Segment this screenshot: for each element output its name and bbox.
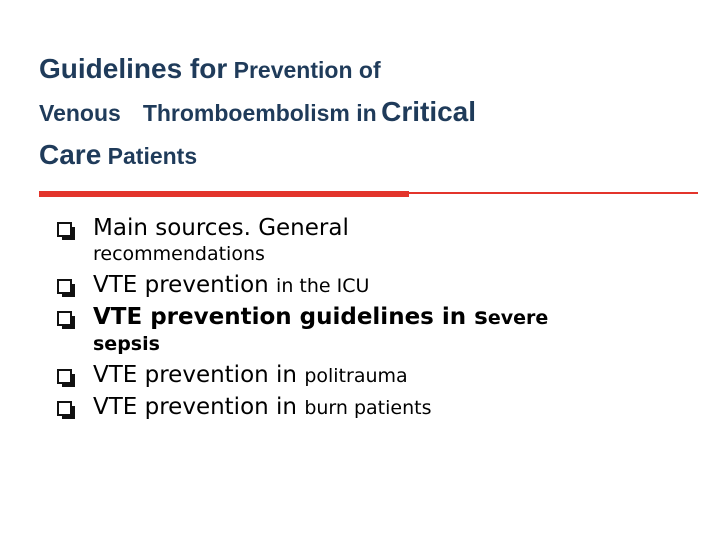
title-underline-thick: [39, 191, 409, 197]
title-part: Guidelines for: [39, 53, 228, 84]
list-item: [57, 395, 697, 421]
list-item: [57, 216, 697, 267]
list-item: [57, 363, 697, 389]
bullet-text: VTE prevention guidelines in s: [93, 304, 488, 330]
bullet-text: VTE prevention in: [93, 394, 305, 420]
title-part: Critical: [381, 96, 477, 127]
bullet-text-tail: politrauma: [304, 365, 408, 387]
bullet-text: VTE prevention in: [93, 362, 305, 388]
bullet-text-tail: recommendations: [93, 243, 265, 265]
bullet-text-tail: evere: [487, 307, 549, 329]
bullet-text-tail: burn patients: [304, 397, 432, 419]
title-line-3: [39, 136, 699, 179]
bullet-text: Main sources. General: [93, 215, 349, 241]
checkbox-bullet-icon: [57, 222, 72, 237]
bullet-text: VTE prevention: [93, 272, 277, 298]
title-line-2: [39, 93, 699, 136]
bullet-text-tail: in the ICU: [276, 275, 370, 297]
title-underline-thin: [409, 192, 698, 194]
title-line-1: [39, 50, 699, 93]
title-part: Venous: [39, 100, 121, 126]
checkbox-bullet-icon: [57, 369, 72, 384]
title-part: Prevention of: [227, 57, 381, 83]
list-item: [57, 305, 697, 357]
list-item: [57, 273, 697, 299]
title-part: Care: [39, 139, 102, 170]
checkbox-bullet-icon: [57, 279, 72, 294]
bullet-text-tail: sepsis: [93, 333, 160, 355]
title-part: Thromboembolism in: [142, 100, 377, 126]
checkbox-bullet-icon: [57, 311, 72, 326]
title-part: Patients: [101, 143, 198, 169]
checkbox-bullet-icon: [57, 401, 72, 416]
bullet-list: [57, 216, 697, 427]
slide-title: [39, 50, 699, 179]
